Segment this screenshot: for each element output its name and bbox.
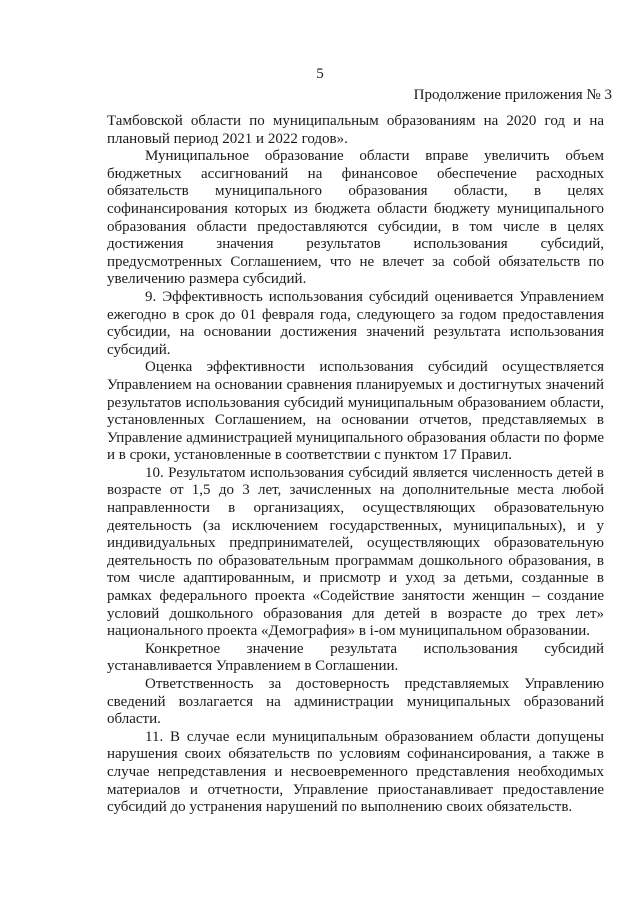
paragraph-item-11: 11. В случае если муниципальным образованием области допущены нарушения своих обязательств по условиям софинансирования, а также в случае непредставления и несвоевременного представления необходимых материалов и отчетности, Управление приостанавливает предоставление субсидий до устранения нарушений по выполнению своих обязательств. [107, 728, 604, 816]
appendix-continuation-note: Продолжение приложения № 3 [413, 87, 612, 103]
paragraph-item-10: 10. Результатом использования субсидий является численность детей в возрасте от 1,5 до 3 лет, зачисленных на дополнительные места любой направленности в организациях, осуществляющих образовательную деятельность (за исключением государственных, муниципальных), и у индивидуальных предпринимателей, осуществляющих образовательную деятельность по образовательным программам дошкольного образования, в том числе адаптированным, и присмотр и уход за детьми, созданные в рамках федерального проекта «Содействие занятости женщин – создание условий дошкольного образования для детей в возрасте до трех лет» национального проекта «Демография» в i-ом муниципальном образовании. [107, 464, 604, 640]
paragraph-efficiency-assessment: Оценка эффективности использования субсидий осуществляется Управлением на основании сравнения планируемых и достигнутых значений результатов использования субсидий муниципальным образованием области, установленных Соглашением, на основании отчетов, представляемых в Управление администрацией муниципального образования области по форме и в сроки, установленные в соответствии с пунктом 17 Правил. [107, 359, 604, 464]
paragraph-continuation: Тамбовской области по муниципальным образованиям на 2020 год и на плановый период 2021 и 2022 годов». [107, 113, 604, 147]
paragraph-item-9: 9. Эффективность использования субсидий оценивается Управлением ежегодно в срок до 01 февраля года, следующего за годом предоставления субсидии, на основании достижения значений результата использования субсидий. [107, 288, 604, 358]
page-number: 5 [316, 66, 324, 82]
paragraph-municipal-budget: Муниципальное образование области вправе увеличить объем бюджетных ассигнований на финансовое обеспечение расходных обязательств муниципального образования области, в целях софинансирования которых из бюджета области бюджету муниципального образования области предоставляются субсидии, в том числе в целях достижения значения результатов использования субсидий, предусмотренных Соглашением, что не влечет за собой обязательств по увеличению размера субсидий. [107, 148, 604, 288]
document-body [107, 113, 604, 817]
paragraph-result-value: Конкретное значение результата использования субсидий устанавливается Управлением в Соглашении. [107, 640, 604, 675]
paragraph-responsibility: Ответственность за достоверность представляемых Управлению сведений возлагается на администрации муниципальных образований области. [107, 676, 604, 728]
